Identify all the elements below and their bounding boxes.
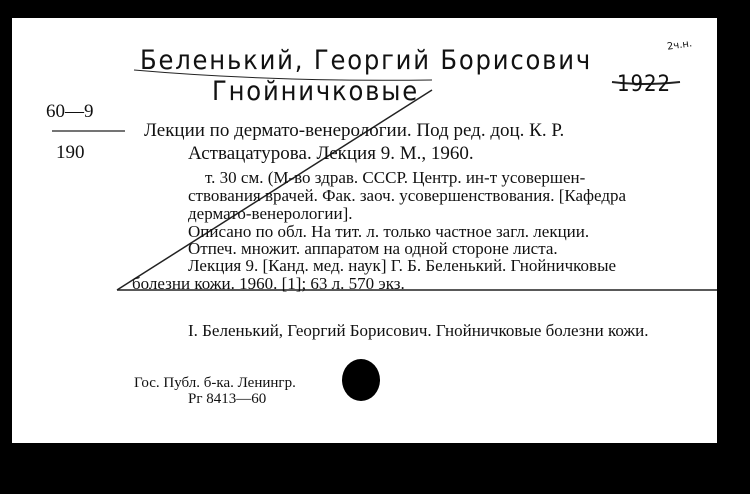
ink-blot [342, 359, 380, 401]
handwritten-author: Беленький, Георгий Борисович [140, 45, 593, 76]
handwritten-title: Гнойничковые [212, 76, 420, 107]
shelfmark-bottom: 190 [56, 142, 85, 163]
handwritten-year: 1922 [617, 72, 671, 97]
entry-line-6: Описано по обл. На тит. л. только частное загл. лекции. [188, 222, 590, 241]
shelfmark-top: 60—9 [46, 101, 94, 122]
entry-line-5: дермато-венерологии]. [188, 204, 353, 223]
tracing-line: I. Беленький, Георгий Борисович. Гнойничковые болезни кожи. [188, 321, 649, 340]
catalog-card [12, 18, 717, 443]
entry-line-3: т. 30 см. (М-во здрав. СССР. Центр. ин-т усовершен- [205, 168, 586, 187]
entry-line-9: болезни кожи. 1960. [1]; 63 л. 570 экз. [132, 274, 405, 293]
entry-line-7: Отпеч. множит. аппаратом на одной стороне листа. [188, 239, 558, 258]
entry-line-1: Лекции по дермато-венерологии. Под ред. доц. К. Р. [144, 120, 565, 141]
entry-line-2: Аствацатурова. Лекция 9. М., 1960. [188, 143, 474, 164]
library-number: Рг 8413—60 [188, 391, 267, 407]
entry-line-4: ствования врачей. Фак. заоч. усовершенствования. [Кафедра [188, 186, 627, 205]
library-name: Гос. Публ. б-ка. Ленингр. [134, 375, 296, 391]
handwritten-note: 2ч.н. [666, 38, 693, 53]
entry-line-8: Лекция 9. [Канд. мед. наук] Г. Б. Беленький. Гнойничковые [188, 256, 617, 275]
